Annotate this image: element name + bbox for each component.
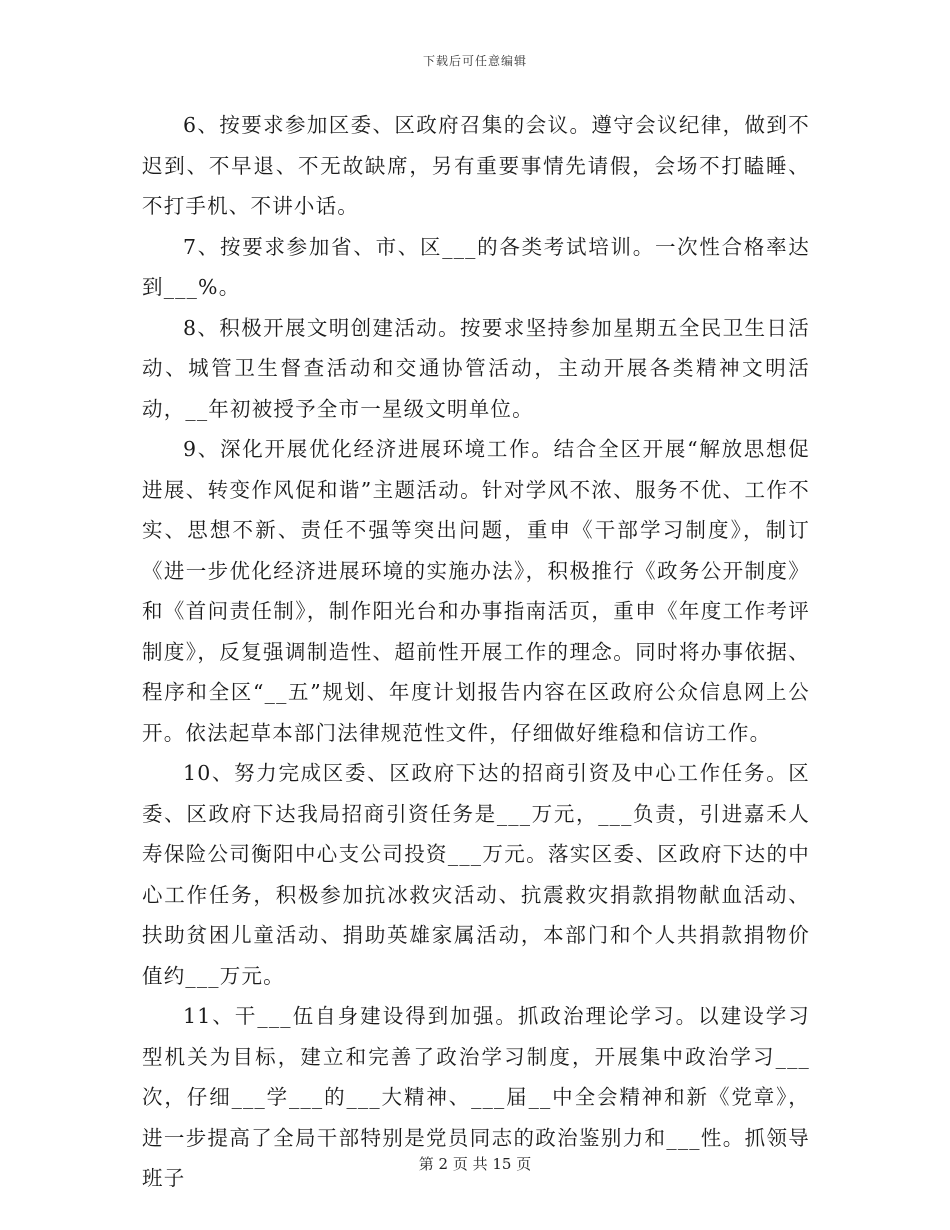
document-body	[142, 105, 810, 1199]
paragraph-item-10: 10、努力完成区委、区政府下达的招商引资及中心工作任务。区委、区政府下达我局招商引资任务是___万元，___负责，引进嘉禾人寿保险公司衡阳中心支公司投资___万元。落实区委、区政府下达的中心工作任务，积极参加抗冰救灾活动、抗震救灾捐款捐物献血活动、扶助贫困儿童活动、捐助英雄家属活动，本部门和个人共捐款捐物价值约___万元。	[142, 761, 810, 988]
paragraph-item-11: 11、干___伍自身建设得到加强。抓政治理论学习。以建设学习型机关为目标，建立和完善了政治学习制度，开展集中政治学习___次，仔细___学___的___大精神、___届__中全会精神和新《党章》，进一步提高了全局干部特别是党员同志的政治鉴别力和___性。抓领导班子	[142, 1004, 810, 1190]
paragraph-item-8: 8、积极开展文明创建活动。按要求坚持参加星期五全民卫生日活动、城管卫生督查活动和交通协管活动，主动开展各类精神文明活动，__年初被授予全市一星级文明单位。	[142, 315, 810, 421]
paragraph-item-6: 6、按要求参加区委、区政府召集的会议。遵守会议纪律，做到不迟到、不早退、不无故缺席，另有重要事情先请假，会场不打瞌睡、不打手机、不讲小话。	[142, 113, 810, 218]
paragraph-item-9: 9、深化开展优化经济进展环境工作。结合全区开展“解放思想促进展、转变作风促和谐”主题活动。针对学风不浓、服务不优、工作不实、思想不新、责任不强等突出问题，重申《干部学习制度》，制订《进一步优化经济进展环境的实施办法》，积极推行《政务公开制度》和《首问责任制》，制作阳光台和办事指南活页，重申《年度工作考评制度》，反复强调制造性、超前性开展工作的理念。同时将办事依据、程序和全区“__五”规划、年度计划报告内容在区政府公众信息网上公开。依法起草本部门法律规范性文件，仔细做好维稳和信访工作。	[142, 437, 810, 745]
paragraph-item-7: 7、按要求参加省、市、区___的各类考试培训。一次性合格率达到___%。	[142, 234, 810, 299]
page-header: 下载后可任意编辑	[422, 54, 527, 68]
page-number-footer: 第 2 页 共 15 页	[418, 1155, 532, 1173]
